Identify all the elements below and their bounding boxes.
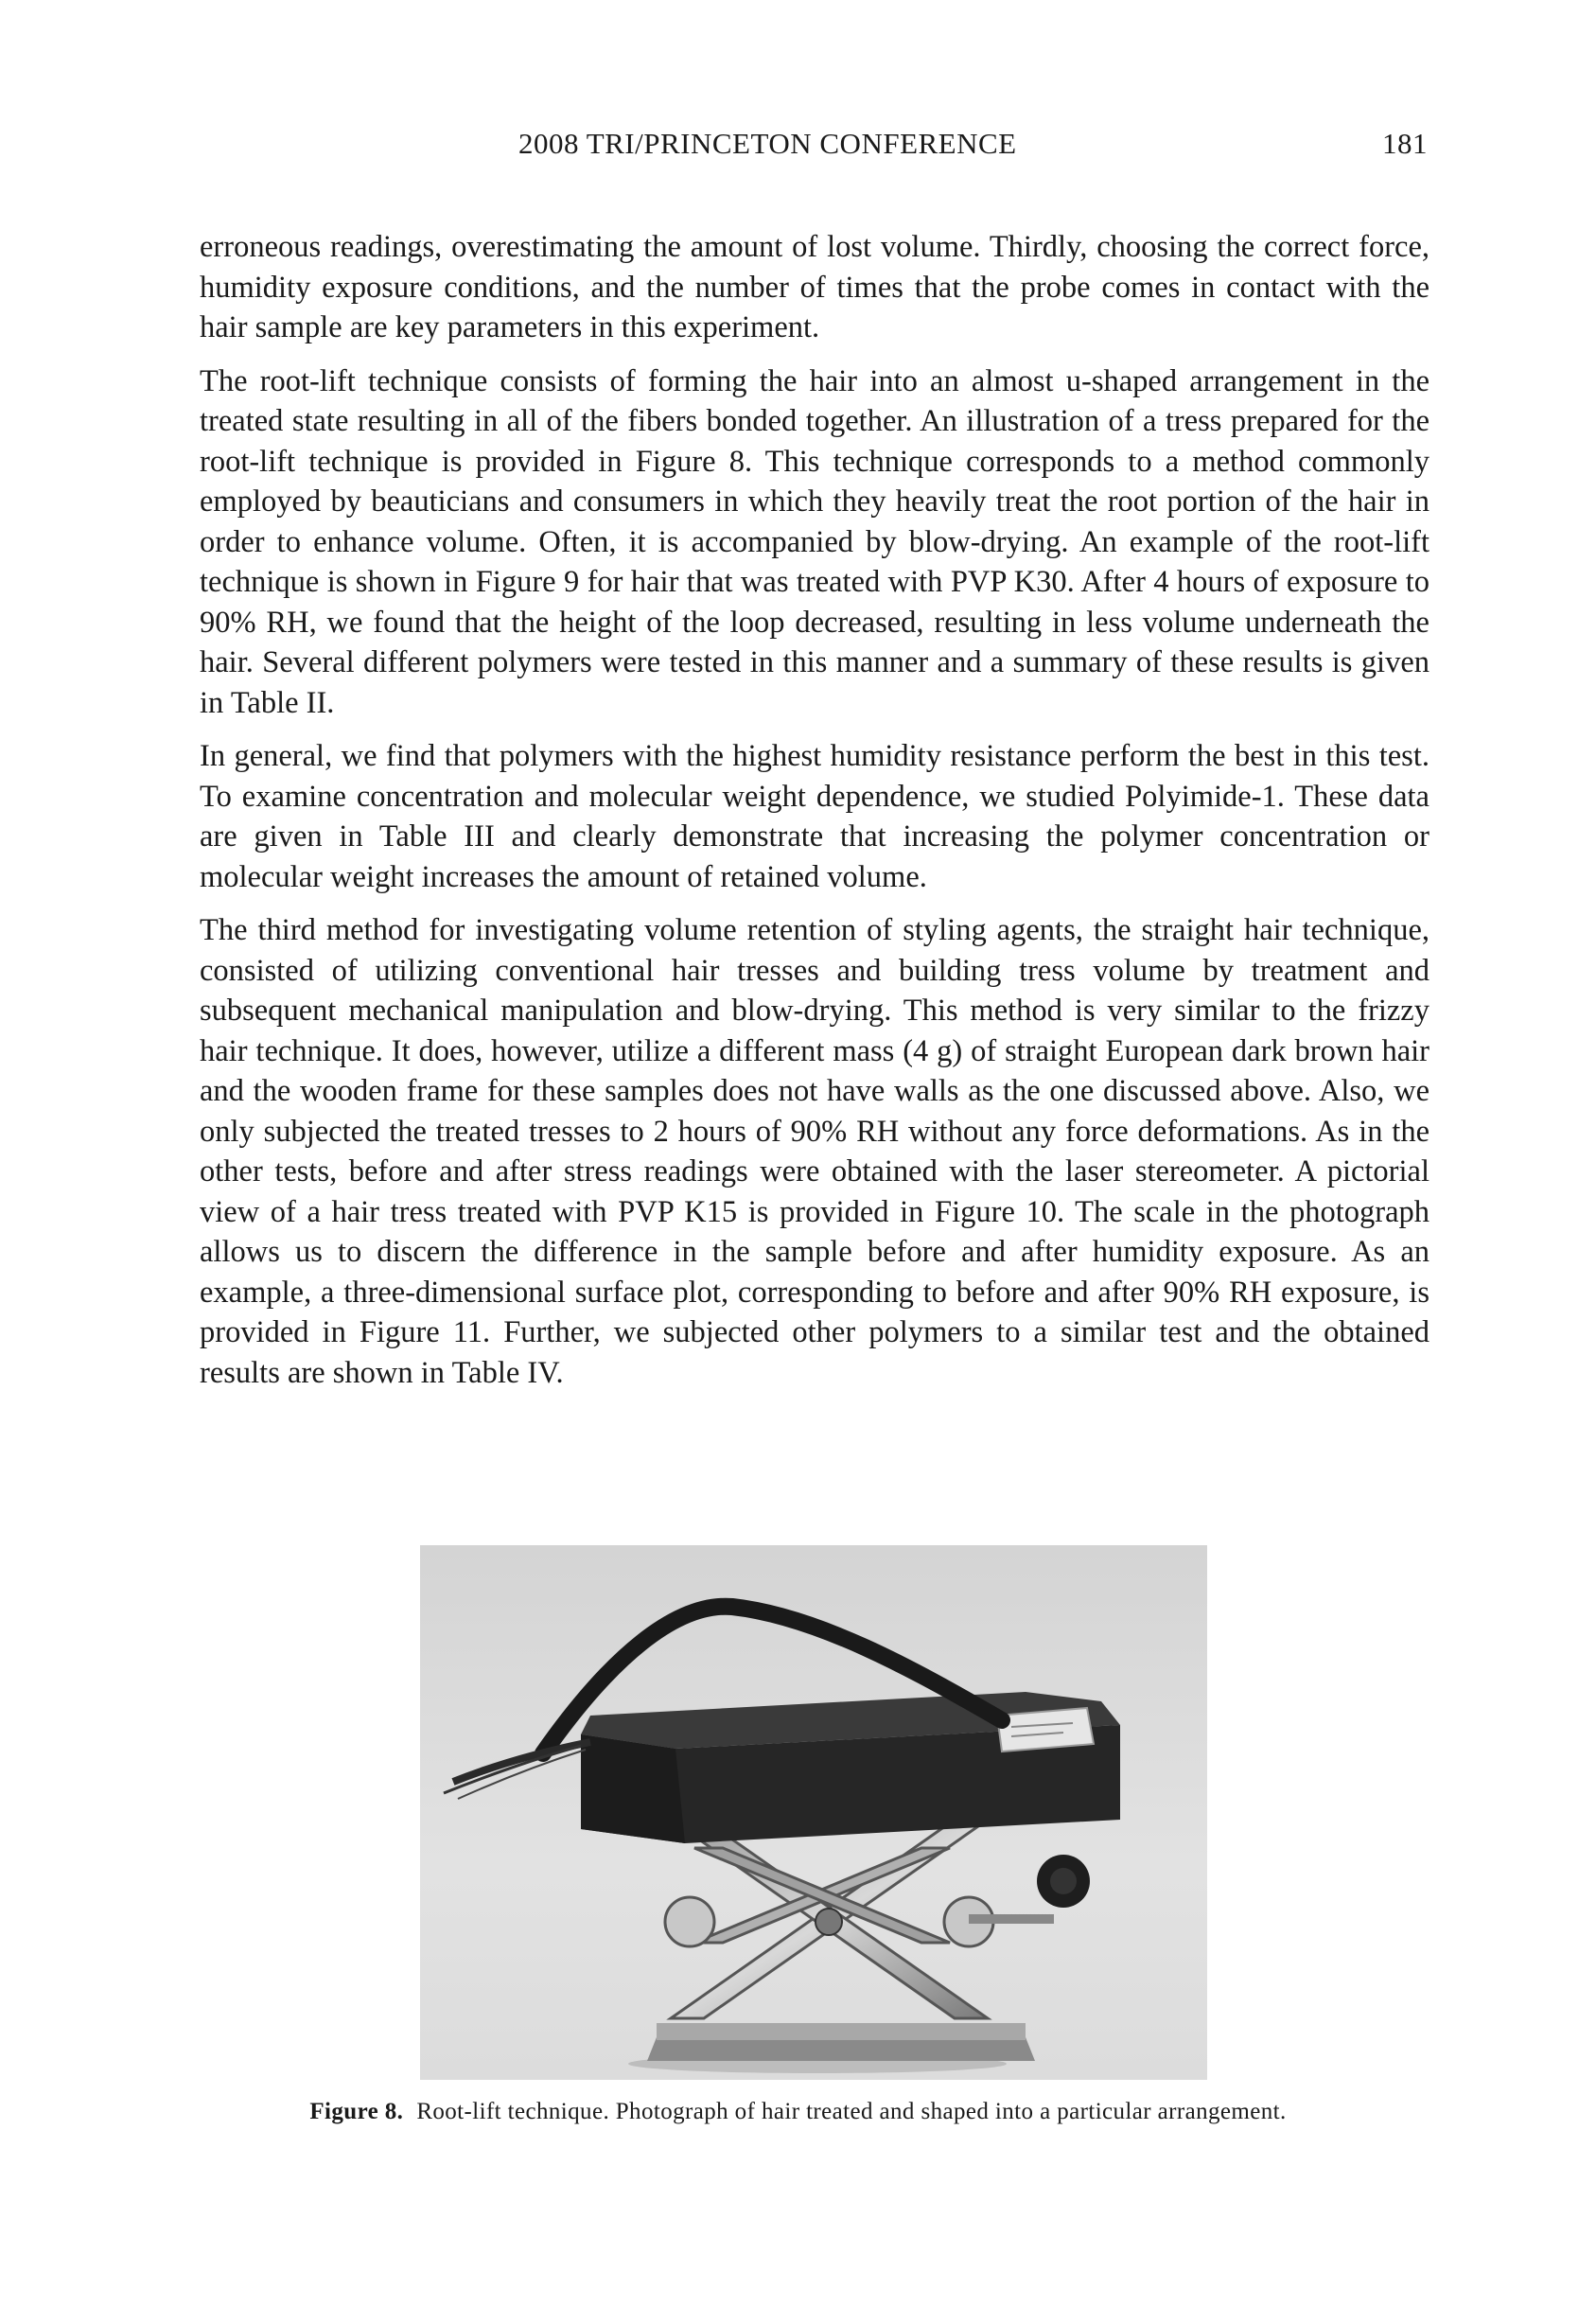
conference-title: 2008 TRI/PRINCETON CONFERENCE <box>518 127 1017 160</box>
page-number: 181 <box>1382 127 1428 160</box>
paragraph-1: erroneous readings, overestimating the amount of lost volume. Thirdly, choosing the correct force, humidity exposure conditions, and the number of times that the probe comes in contact with the hair sample are key parameters in this experiment. <box>200 230 1429 344</box>
body-text <box>200 227 1429 1406</box>
paragraph-2: The root-lift technique consists of forming the hair into an almost u-shaped arrangement in the treated state resulting in all of the fibers bonded together. An illustration of a tress prepared for the root-lift technique is provided in Figure 8. This technique corresponds to a method commonly employed by beauticians and consumers in which they heavily treat the root portion of the hair in order to enhance volume. Often, it is accompanied by blow-drying. An example of the root-lift technique is shown in Figure 9 for hair that was treated with PVP K30. After 4 hours of exposure to 90% RH, we found that the height of the loop decreased, resulting in less volume underneath the hair. Several different polymers were tested in this manner and a summary of these results is given in Table II. <box>200 363 1429 720</box>
paragraph-3: In general, we find that polymers with the highest humidity resistance perform the best in this test. To examine concentration and molecular weight dependence, we studied Polyimide-1. These data are given in Table III and clearly demonstrate that increasing the polymer concentration or molecular weight increases the amount of retained volume. <box>200 739 1429 894</box>
figure-8-photograph <box>420 1545 1207 2080</box>
figure-label: Figure 8. <box>309 2099 404 2124</box>
paragraph-4: The third method for investigating volume retention of styling agents, the straight hair technique, consisted of utilizing conventional hair tresses and building tress volume by treatment and subsequent mechanical manipulation and blow-drying. This method is very similar to the frizzy hair technique. It does, however, utilize a different mass (4 g) of straight European dark brown hair and the wooden frame for these samples does not have walls as the one discussed above. Also, we only subjected the treated tresses to 2 hours of 90% RH without any force deformations. As in the other tests, before and after stress readings were obtained with the laser stereometer. A pictorial view of a hair tress treated with PVP K15 is provided in Figure 10. The scale in the photograph allows us to discern the difference in the sample before and after humidity exposure. As an example, a three-dimensional surface plot, corresponding to before and after 90% RH exposure, is provided in Figure 11. Further, we subjected other polymers to a similar test and the obtained results are shown in Table IV. <box>200 913 1429 1390</box>
root-lift-photo-icon <box>420 1545 1207 2080</box>
figure-caption <box>0 2099 1596 2125</box>
running-head <box>0 127 1596 174</box>
figure-caption-text: Root-lift technique. Photograph of hair treated and shaped into a particular arrangement. <box>416 2099 1287 2124</box>
